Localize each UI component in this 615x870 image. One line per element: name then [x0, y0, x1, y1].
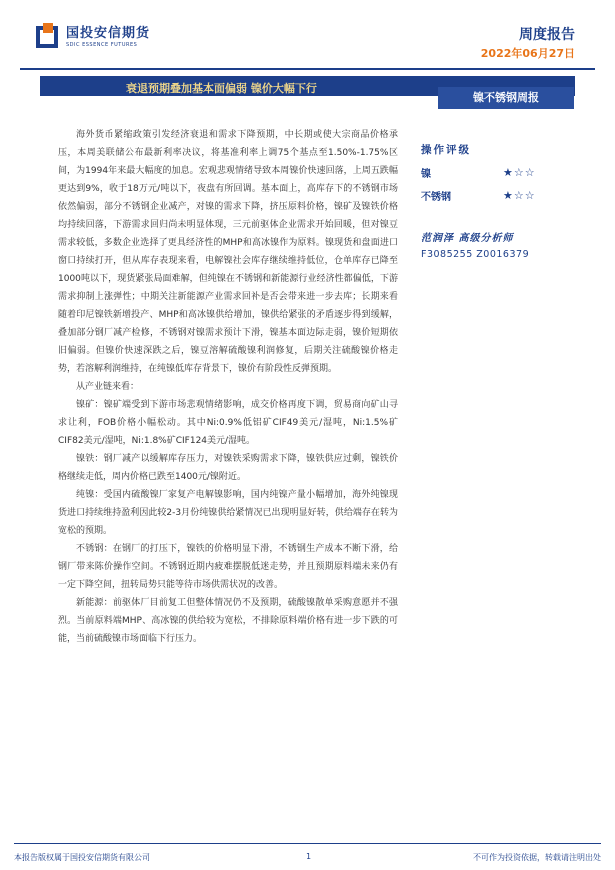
logo-mark-icon	[36, 26, 58, 48]
rating-row-stainless	[421, 187, 581, 203]
report-title: 衰退预期叠加基本面偏弱 镍价大幅下行	[126, 82, 317, 95]
report-type: 周度报告	[519, 27, 575, 43]
footer-copyright: 本报告版权属于国投安信期货有限公司	[14, 853, 150, 862]
body-paragraph-pure-nickel: 纯镍：受国内硫酸镍厂家复产电解镍影响，国内纯镍产量小幅增加，海外纯镍现货进口持续维持盈利因此较2-3月份纯镍供给紧情况已出现明显好转，供给端存在转为宽松的预期。	[58, 490, 398, 536]
analyst-name: 范润泽 高级分析师	[421, 233, 514, 244]
sidebar	[421, 142, 581, 260]
page-number: 1	[306, 852, 312, 861]
body-paragraph-nickel-iron: 镍铁：钢厂减产以缓解库存压力，对镍铁采购需求下降，镍铁供应过剩，镍铁价格继续走低，周内价格已跌至1400元/镍附近。	[58, 454, 398, 482]
body-paragraph-chain-intro: 从产业链来看：	[76, 382, 140, 392]
footer-disclaimer: 不可作为投资依据，转载请注明出处	[473, 853, 601, 862]
rating-title: 操作评级	[421, 144, 471, 156]
body-paragraph-nickel-ore: 镍矿：镍矿端受到下游市场悲观情绪影响，成交价格再度下调，贸易商向矿山寻求让利，FOB价格小幅松动。其中Ni:0.9%低铝矿CIF49美元/湿吨，Ni:1.5%矿CIF82美元/湿吨，Ni:1.8%矿CIF124美元/湿吨。	[58, 400, 398, 446]
logo-name-cn: 国投安信期货	[66, 25, 151, 41]
rating-stars-icon: ★☆☆	[503, 165, 536, 179]
rating-label: 不锈钢	[421, 191, 451, 203]
header-divider	[20, 68, 595, 70]
report-date: 2022年06月27日	[480, 47, 575, 60]
analyst-license: F3085255 Z0016379	[421, 249, 530, 260]
rating-stars-icon: ★☆☆	[503, 188, 536, 202]
report-body	[58, 126, 398, 648]
logo-name-en: SDIC ESSENCE FUTURES	[66, 41, 138, 48]
rating-label: 镍	[421, 168, 431, 180]
footer-divider	[14, 843, 601, 844]
body-paragraph-summary: 海外货币紧缩政策引发经济衰退和需求下降预期，中长期或使大宗商品价格承压，本周美联储公布最新利率决议，将基准利率上调75个基点至1.50%-1.75%区间，为1994年来最大幅度的加息。宏观悲观情绪导致本周镍价快速回落，上周五跌幅更达到9%，收于18万元/吨以下，夜盘有所回调。基本面上，高库存下的不锈钢市场依然偏弱，部分不锈钢企业减产，对镍的需求下降，挤压原料价格，镍矿及镍铁价格均持续回落，下游需求回归尚未明显体现，三元前驱体企业需求开始回暖，但对镍豆需求较低，多数企业选择了更具经济性的MHP和高冰镍作为原料。镍现货和盘面进口窗口持续打开，但从库存表现来看，电解镍社会库存继续维持低位，仓单库存已降至1000吨以下，现货紧张局面难解，但纯镍在不锈钢和新能源行业经济性都偏低，下游需求抑制上涨弹性；中期关注新能源产业需求回补是否会带来进一步去库；长期来看随着印尼镍铁新增投产、MHP和高冰镍供给增加，镍供给紧张的矛盾逐步得到缓解，叠加部分钢厂减产检修，不锈钢对镍需求预计下滑，镍基本面边际走弱，镍价短期依旧偏弱。但镍价快速深跌之后，镍豆溶解硫酸镍利润修复，后期关注硫酸镍价格走势，若溶解利润维持，在纯镍低库存背景下，镍价有阶段性反弹预期。	[58, 130, 398, 374]
report-tag: 镍不锈钢周报	[438, 87, 574, 109]
rating-row-nickel	[421, 164, 581, 180]
body-paragraph-new-energy: 新能源：前驱体厂目前复工但整体情况仍不及预期，硫酸镍散单采购意愿并不强烈。当前原料端MHP、高冰镍的供给较为宽松，不排除原料端价格有进一步下跌的可能，当前硫酸镍市场面临下行压力。	[58, 598, 398, 644]
body-paragraph-stainless: 不锈钢：在钢厂的打压下，镍铁的价格明显下滑，不锈钢生产成本不断下滑，给钢厂带来陈价操作空间。不锈钢近期内疲难摆脱低迷走势，并且预期原料端未来仍有一定下降空间，扭转局势只能等待市场供需状况的改善。	[58, 544, 398, 590]
company-logo	[36, 26, 150, 48]
